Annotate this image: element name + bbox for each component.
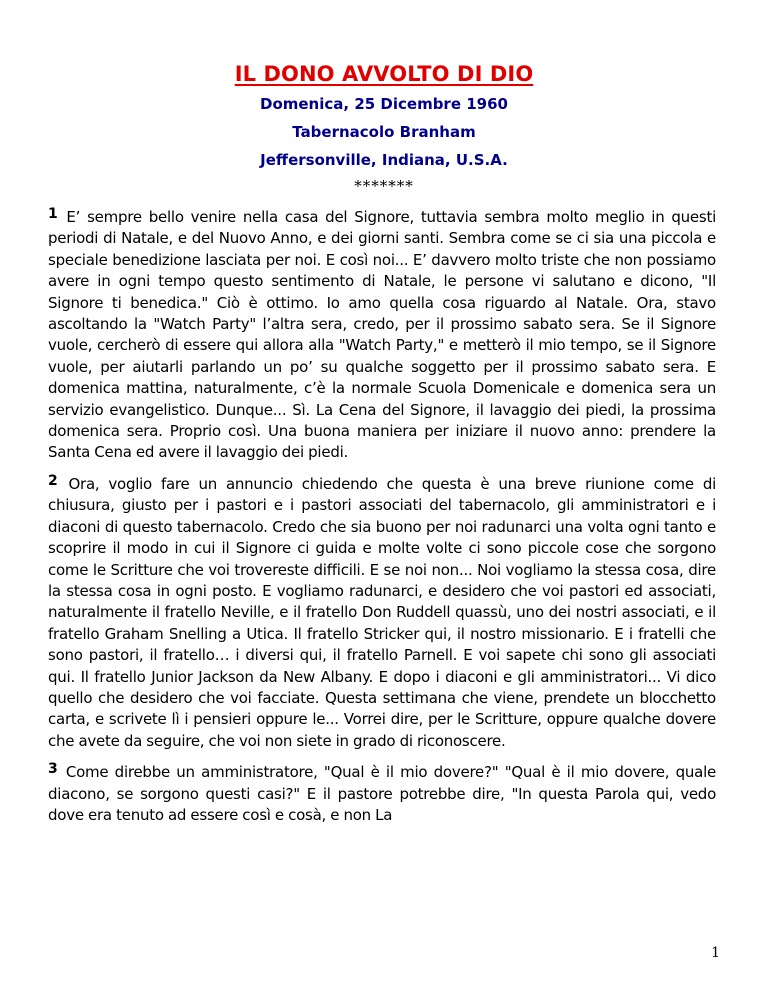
sermon-place: Tabernacolo Branham <box>292 123 476 141</box>
paragraph-3 <box>48 759 716 826</box>
paragraph-2 <box>48 471 716 752</box>
paragraph-text: Come direbbe un amministratore, "Qual è il mio dovere?" "Qual è il mio dovere, quale diacono, se sorgono questi casi?" E il pastore potrebbe dire, "In questa Parola qui, vedo dove era tenuto ad essere così e cosà, e non La <box>48 763 716 824</box>
separator: ******* <box>354 177 414 195</box>
paragraph-number: 1 <box>48 206 58 222</box>
sermon-date: Domenica, 25 Dicembre 1960 <box>260 95 508 113</box>
paragraph-1 <box>48 204 716 464</box>
page-number: 1 <box>711 945 720 961</box>
sermon-city: Jeffersonville, Indiana, U.S.A. <box>260 151 508 169</box>
paragraph-text: Ora, voglio fare un annuncio chiedendo che questa è una breve riunione come di chiusura, giusto per i pastori e i pastori associati del tabernacolo, gli amministratori e i diaconi di questo tabernacolo. Credo che sia buono per noi radunarci una volta ogni tanto e scoprire il modo in cui il Signore ci guida e molte volte ci sono piccole cose che sorgono come le Scritture che voi trovereste difficili. E se noi non... Noi vogliamo la stessa cosa, dire la stessa cosa in ogni posto. E vogliamo radunarci, e desidero che voi pastori ed associati, naturalmente il fratello Neville, e il fratello Don Ruddell quassù, uno dei nostri associati, e il fratello Graham Snelling a Utica. Il fratello Stricker qui, il nostro missionario. E i fratelli che sono pastori, il fratello… i diversi qui, il fratello Parnell. E voi sapete chi sono gli associati qui. Il fratello Junior Jackson da New Albany. E dopo i diaconi e gli amministratori... Vi dico quello che desidero che voi facciate. Questa settimana che viene, prendete un blocchetto carta, e scrivete lì i pensieri oppure le... Vorrei dire, per le Scritture, oppure qualche dovere che avete da seguire, che voi non siete in grado di riconoscere. <box>48 474 717 750</box>
paragraph-text: E’ sempre bello venire nella casa del Signore, tuttavia sembra molto meglio in questi periodi di Natale, e del Nuovo Anno, e dei giorni santi. Sembra come se ci sia una piccola e speciale benedizione lasciata per noi. E così noi... E’ davvero molto triste che non possiamo avere in ogni tempo questo sentimento di Natale, le persone vi salutano e dicono, "Il Signore ti benedica." Ciò è ottimo. Io amo quella cosa riguardo al Natale. Ora, stavo ascoltando la "Watch Party" l’altra sera, credo, per il prossimo sabato sera. Se il Signore vuole, cercherò di essere qui allora alla "Watch Party," e metterò il mio tempo, se il Signore vuole, per aiutarli parlando un po’ su qualche soggetto per il prossimo sabato sera. E domenica mattina, naturalmente, c’è la normale Scuola Domenicale e domenica sera un servizio evangelistico. Dunque... Sì. La Cena del Signore, il lavaggio dei piedi, la prossima domenica sera. Proprio così. Una buona maniera per iniziare il nuovo anno: prendere la Santa Cena ed avere il lavaggio dei piedi. <box>48 208 717 462</box>
paragraph-number: 3 <box>48 761 58 778</box>
sermon-body <box>48 204 716 833</box>
sermon-header <box>0 0 768 193</box>
sermon-title: IL DONO AVVOLTO DI DIO <box>234 62 534 86</box>
paragraph-number: 2 <box>48 472 58 489</box>
